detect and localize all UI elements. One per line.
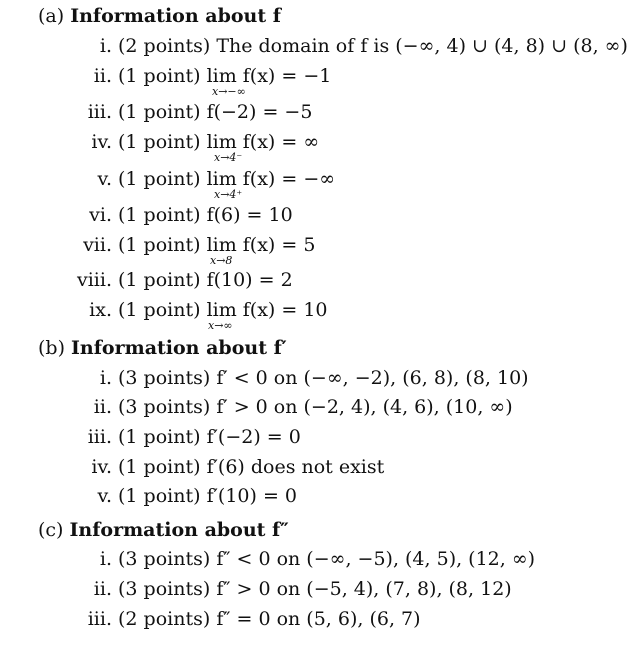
section-c-title: Information about f″ bbox=[69, 519, 289, 541]
item-b-4-num: iv. bbox=[91, 456, 112, 478]
item-c-3-num: iii. bbox=[87, 608, 112, 630]
item-c-3-text: f″ = 0 on (5, 6), (6, 7) bbox=[216, 608, 421, 630]
item-a-5-points: (1 point) bbox=[118, 168, 201, 190]
item-a-7-limit-sub: x→8 bbox=[210, 254, 233, 267]
item-c-1-text: f″ < 0 on (−∞, −5), (4, 5), (12, ∞) bbox=[216, 548, 536, 570]
item-b-1-text: f′ < 0 on (−∞, −2), (6, 8), (8, 10) bbox=[216, 367, 529, 389]
item-a-2-text: lim f(x) = −1 bbox=[206, 65, 332, 87]
item-a-1-text: The domain of f is (−∞, 4) ∪ (4, 8) ∪ (8, ∞) bbox=[216, 35, 628, 57]
item-b-5 bbox=[118, 485, 297, 507]
item-a-6-num: vi. bbox=[89, 204, 112, 226]
section-a-title: Information about f bbox=[70, 5, 281, 27]
section-b-label: (b) bbox=[38, 337, 65, 359]
item-b-2 bbox=[118, 396, 513, 418]
item-a-4 bbox=[118, 131, 319, 153]
item-c-1 bbox=[118, 548, 535, 570]
section-b-heading bbox=[38, 337, 287, 359]
item-a-1 bbox=[118, 35, 628, 57]
section-c-label: (c) bbox=[38, 519, 64, 541]
item-a-2 bbox=[118, 65, 331, 87]
item-a-6 bbox=[118, 204, 293, 226]
item-b-1-points: (3 points) bbox=[118, 367, 211, 389]
section-a-heading bbox=[38, 5, 281, 27]
item-b-4 bbox=[118, 456, 384, 478]
item-a-1-points: (2 points) bbox=[118, 35, 211, 57]
item-b-3-num: iii. bbox=[87, 426, 112, 448]
item-c-3 bbox=[118, 608, 421, 630]
item-c-2 bbox=[118, 578, 512, 600]
item-b-5-num: v. bbox=[97, 485, 112, 507]
item-a-6-points: (1 point) bbox=[118, 204, 201, 226]
item-b-4-points: (1 point) bbox=[118, 456, 201, 478]
item-b-1 bbox=[118, 367, 529, 389]
item-c-2-points: (3 points) bbox=[118, 578, 211, 600]
item-b-3-text: f′(−2) = 0 bbox=[206, 426, 301, 448]
item-a-9-points: (1 point) bbox=[118, 299, 201, 321]
item-a-9-num: ix. bbox=[89, 299, 112, 321]
item-b-1-num: i. bbox=[99, 367, 112, 389]
item-a-5-text: lim f(x) = −∞ bbox=[206, 168, 336, 190]
item-a-4-points: (1 point) bbox=[118, 131, 201, 153]
item-a-4-limit-sub: x→4⁻ bbox=[214, 151, 243, 164]
item-b-2-text: f′ > 0 on (−2, 4), (4, 6), (10, ∞) bbox=[216, 396, 513, 418]
item-a-2-limit-sub: x→−∞ bbox=[212, 85, 246, 98]
item-a-3-text: f(−2) = −5 bbox=[206, 101, 313, 123]
item-a-3-num: iii. bbox=[87, 101, 112, 123]
item-b-4-text: f′(6) does not exist bbox=[206, 456, 385, 478]
item-a-8-points: (1 point) bbox=[118, 269, 201, 291]
item-a-5 bbox=[118, 168, 335, 190]
item-a-8-num: viii. bbox=[76, 269, 112, 291]
item-a-3-points: (1 point) bbox=[118, 101, 201, 123]
item-c-2-text: f″ > 0 on (−5, 4), (7, 8), (8, 12) bbox=[216, 578, 512, 600]
item-b-3-points: (1 point) bbox=[118, 426, 201, 448]
item-a-4-num: iv. bbox=[91, 131, 112, 153]
section-b-title: Information about f′ bbox=[71, 337, 287, 359]
item-a-8 bbox=[118, 269, 293, 291]
item-b-2-num: ii. bbox=[93, 396, 112, 418]
item-a-1-num: i. bbox=[99, 35, 112, 57]
item-a-7-num: vii. bbox=[83, 234, 112, 256]
item-a-9 bbox=[118, 299, 328, 321]
section-c-heading bbox=[38, 519, 289, 541]
section-a-label: (a) bbox=[38, 5, 65, 27]
item-b-3 bbox=[118, 426, 301, 448]
item-b-5-points: (1 point) bbox=[118, 485, 201, 507]
item-b-2-points: (3 points) bbox=[118, 396, 211, 418]
item-a-4-text: lim f(x) = ∞ bbox=[206, 131, 320, 153]
item-a-7-points: (1 point) bbox=[118, 234, 201, 256]
item-a-2-num: ii. bbox=[93, 65, 112, 87]
item-a-2-points: (1 point) bbox=[118, 65, 201, 87]
item-c-1-num: i. bbox=[99, 548, 112, 570]
item-a-9-limit-sub: x→∞ bbox=[208, 319, 233, 332]
item-a-7-text: lim f(x) = 5 bbox=[206, 234, 316, 256]
item-c-3-points: (2 points) bbox=[118, 608, 211, 630]
item-c-2-num: ii. bbox=[93, 578, 112, 600]
item-a-6-text: f(6) = 10 bbox=[206, 204, 293, 226]
item-a-9-text: lim f(x) = 10 bbox=[206, 299, 328, 321]
item-a-5-num: v. bbox=[97, 168, 112, 190]
item-c-1-points: (3 points) bbox=[118, 548, 211, 570]
item-a-7 bbox=[118, 234, 315, 256]
item-a-3 bbox=[118, 101, 312, 123]
item-a-5-limit-sub: x→4⁺ bbox=[214, 188, 243, 201]
item-b-5-text: f′(10) = 0 bbox=[206, 485, 297, 507]
item-a-8-text: f(10) = 2 bbox=[206, 269, 293, 291]
